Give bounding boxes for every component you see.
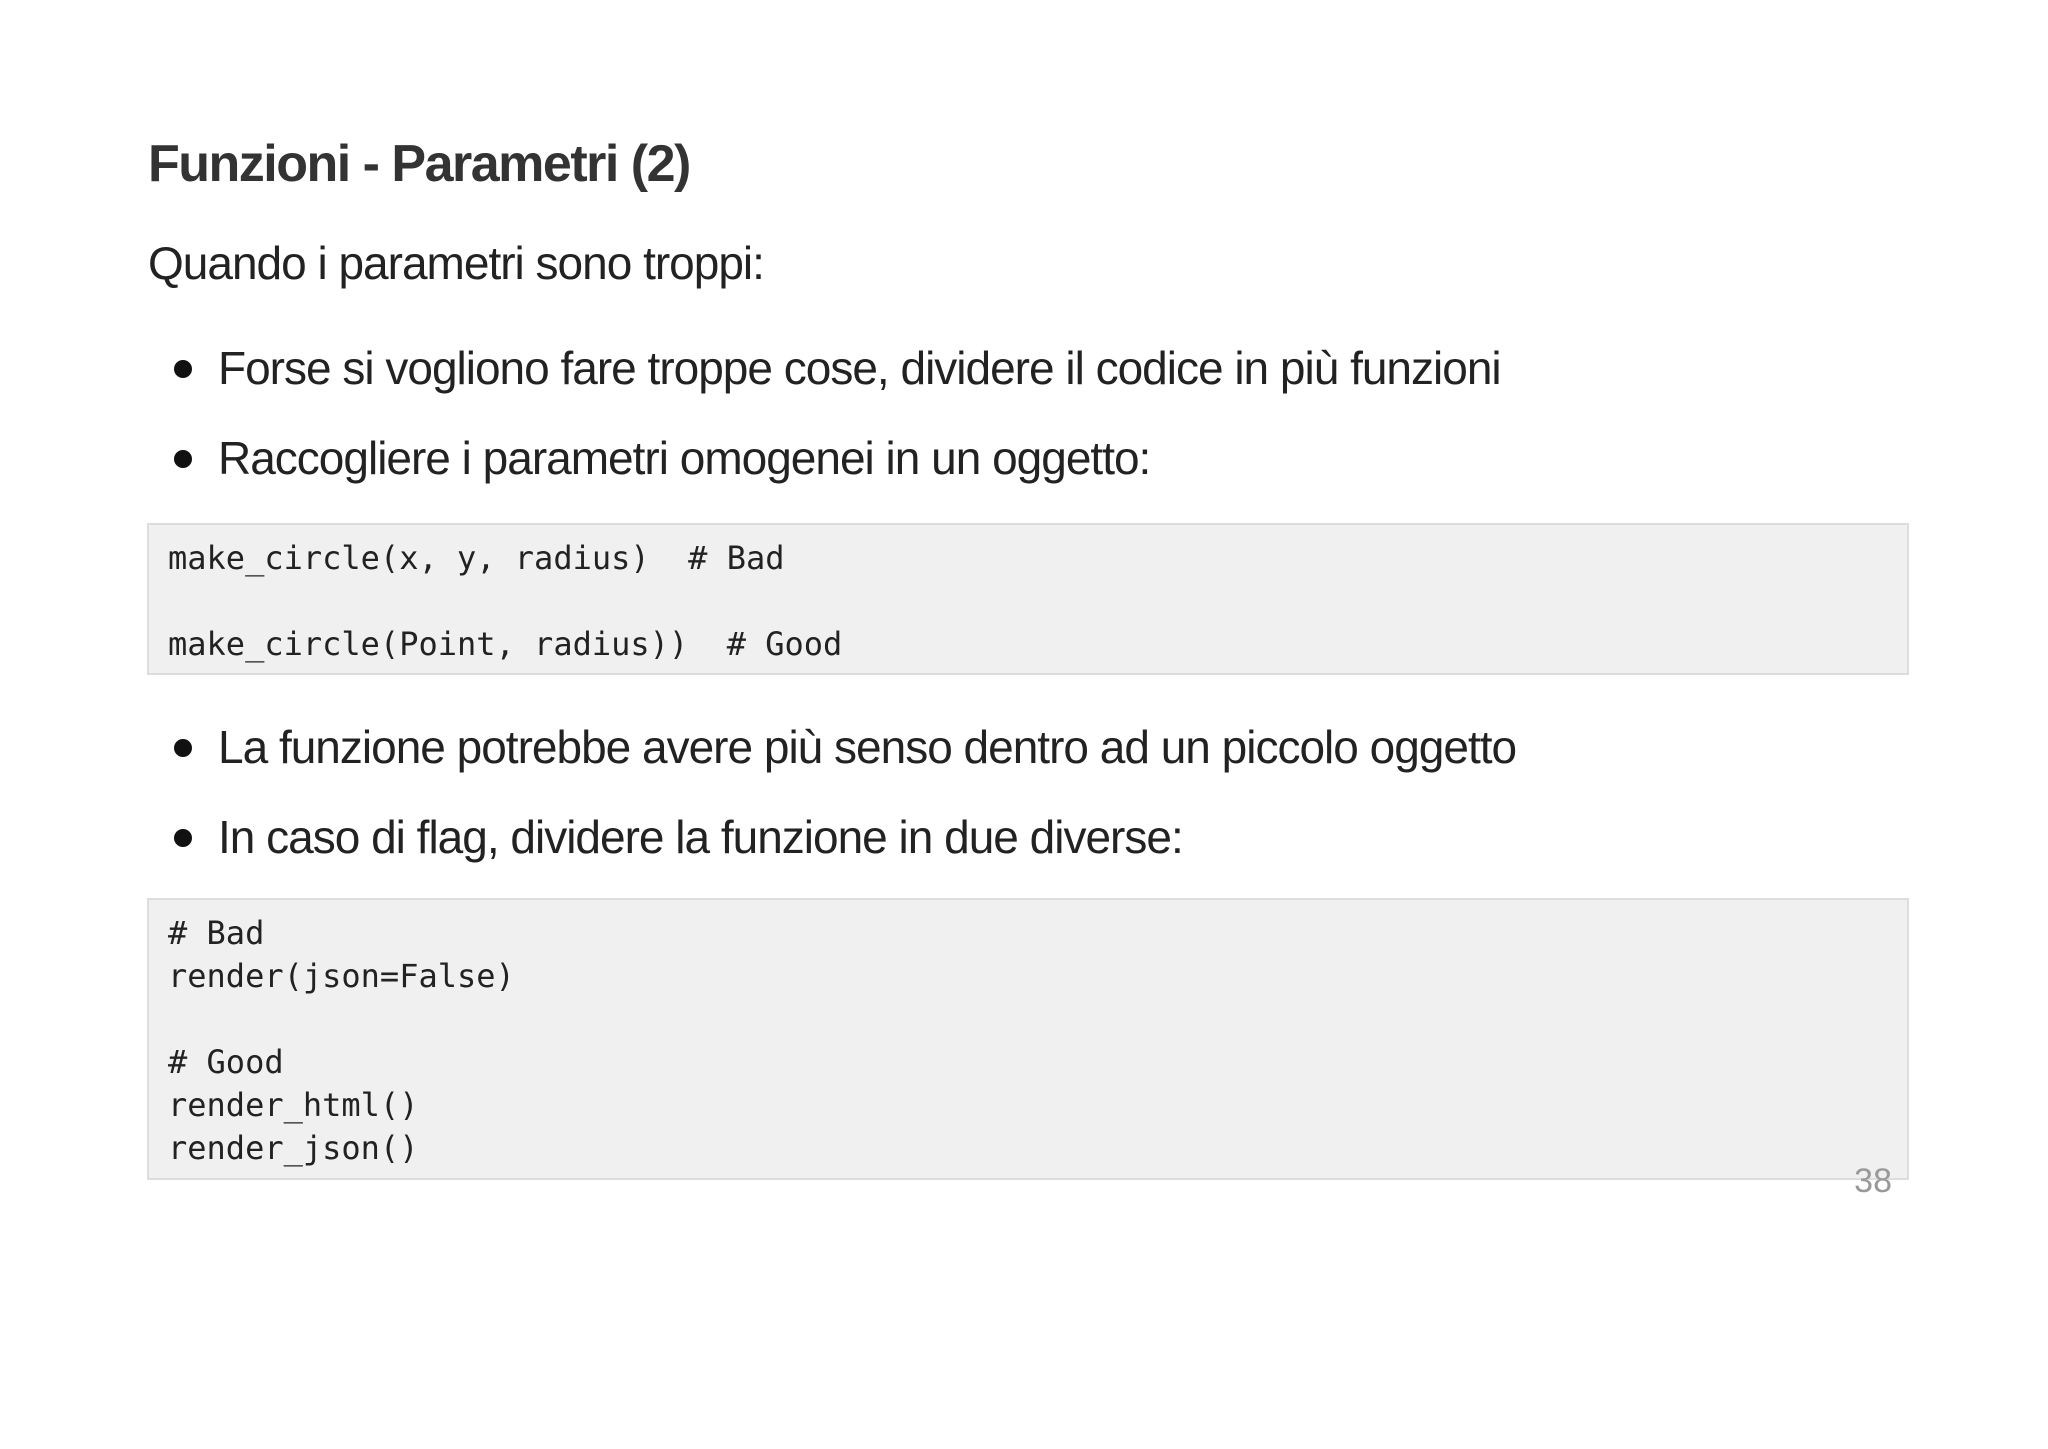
code-block-render <box>147 898 1909 1180</box>
code-line: render_html() <box>168 1086 419 1124</box>
bullet-item <box>148 702 1516 792</box>
code-line: render_json() <box>168 1129 419 1167</box>
bullet-item <box>148 792 1516 882</box>
bullet-dot-icon <box>174 739 192 757</box>
intro-text: Quando i parametri sono troppi: <box>148 237 764 289</box>
code-line: # Good <box>168 1043 284 1081</box>
bullet-list-top <box>148 323 1501 503</box>
bullet-text: In caso di flag, dividere la funzione in due diverse: <box>218 811 1183 863</box>
bullet-text: Forse si vogliono fare troppe cose, dividere il codice in più funzioni <box>218 342 1501 394</box>
code-block-make-circle <box>147 523 1909 675</box>
page-number: 38 <box>1854 1162 1892 1200</box>
code-line <box>168 580 1907 623</box>
slide-title: Funzioni - Parametri (2) <box>148 135 690 193</box>
bullet-text: La funzione potrebbe avere più senso dentro ad un piccolo oggetto <box>218 721 1517 773</box>
bullet-text: Raccogliere i parametri omogenei in un oggetto: <box>218 432 1151 484</box>
code-line <box>168 998 1907 1041</box>
code-line: render(json=False) <box>168 957 515 995</box>
bullet-dot-icon <box>174 829 192 847</box>
bullet-item <box>148 413 1501 503</box>
bullet-item <box>148 323 1501 413</box>
bullet-list-bottom <box>148 702 1516 882</box>
code-line: make_circle(x, y, radius) # Bad <box>168 539 785 577</box>
code-line: make_circle(Point, radius)) # Good <box>168 625 843 663</box>
bullet-dot-icon <box>174 450 192 468</box>
code-line: # Bad <box>168 914 265 952</box>
bullet-dot-icon <box>174 360 192 378</box>
